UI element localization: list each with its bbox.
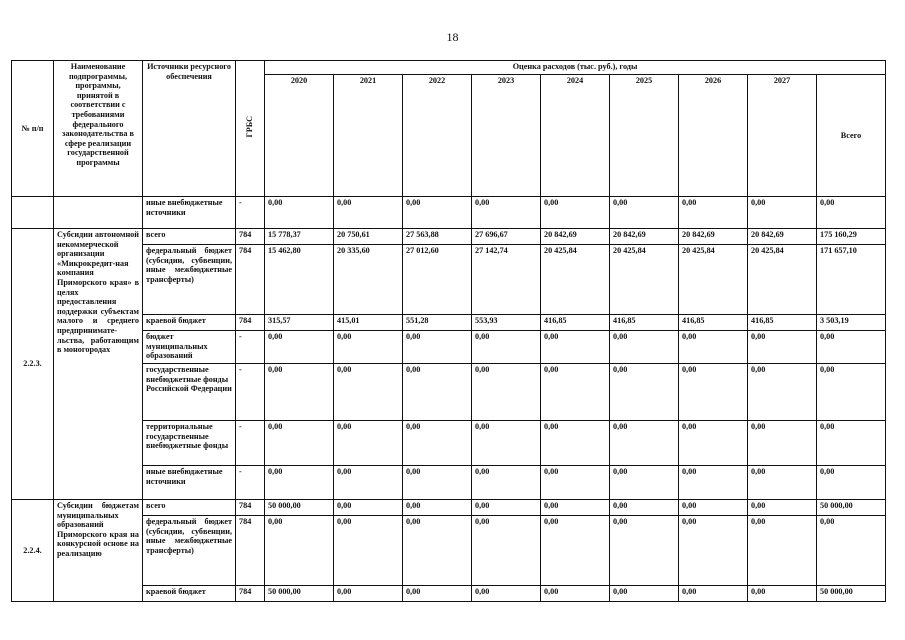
table-row: [12, 516, 886, 586]
cell-value: 0,00: [679, 500, 748, 516]
header-year: 2025: [610, 75, 679, 197]
cell-value: 0,00: [541, 364, 610, 421]
row-grbs: -: [236, 421, 265, 466]
row-source: краевой бюджет: [143, 315, 236, 331]
row-grbs: 784: [236, 245, 265, 315]
cell-value: 553,93: [472, 315, 541, 331]
table-row: [12, 331, 886, 364]
cell-value: 0,00: [679, 364, 748, 421]
cell-value: 0,00: [403, 421, 472, 466]
cell-value: 27 696,67: [472, 229, 541, 245]
cell-value: 416,85: [610, 315, 679, 331]
cell-value: 0,00: [472, 421, 541, 466]
header-year: 2026: [679, 75, 748, 197]
row-source: иные внебюджетные источники: [143, 466, 236, 500]
row-source: всего: [143, 229, 236, 245]
cell-value: 20 750,61: [334, 229, 403, 245]
cell-value: 0,00: [265, 516, 334, 586]
cell-value: 50 000,00: [265, 500, 334, 516]
table-row: [12, 229, 886, 245]
cell-value: 0,00: [610, 586, 679, 602]
cell-value: 0,00: [748, 421, 817, 466]
cell-value: 0,00: [610, 364, 679, 421]
header-grbs-text: ГРБС: [245, 116, 255, 138]
cell-value: 0,00: [472, 516, 541, 586]
cell-value: 0,00: [472, 197, 541, 229]
cell-value: 0,00: [265, 421, 334, 466]
row-grbs: -: [236, 331, 265, 364]
table-row: [12, 364, 886, 421]
table-row: [12, 315, 886, 331]
cell-value: 0,00: [334, 500, 403, 516]
cell-value: 0,00: [403, 586, 472, 602]
row-source: иные внебюджетные источники: [143, 197, 236, 229]
cell-value: 415,01: [334, 315, 403, 331]
cell-value: 0,00: [403, 331, 472, 364]
cell-value: 20 425,84: [679, 245, 748, 315]
cell-value: 27 563,88: [403, 229, 472, 245]
cell-total: 0,00: [817, 421, 886, 466]
cell-value: 0,00: [472, 500, 541, 516]
cell-value: 0,00: [679, 331, 748, 364]
cell-value: 416,85: [541, 315, 610, 331]
header-year: 2021: [334, 75, 403, 197]
header-year: 2022: [403, 75, 472, 197]
cell-value: 20 425,84: [748, 245, 817, 315]
cell-value: 0,00: [334, 421, 403, 466]
cell-value: 0,00: [679, 586, 748, 602]
cell-value: 0,00: [610, 197, 679, 229]
cell-value: 0,00: [679, 466, 748, 500]
cell-value: 0,00: [334, 586, 403, 602]
header-total: Всего: [817, 75, 886, 197]
cell-value: 0,00: [403, 500, 472, 516]
header-name: Наименование подпрограммы, программы, принятой в соответствии с требованиями федерального законодательства в сфере реализации государственной программы: [54, 61, 143, 197]
row-source: федеральный бюджет (субсидии, субвенции, иные межбюджетные трансферты): [143, 516, 236, 586]
cell-total: 0,00: [817, 466, 886, 500]
header-year: 2020: [265, 75, 334, 197]
row-source: краевой бюджет: [143, 586, 236, 602]
cell-value: 0,00: [541, 500, 610, 516]
cell-value: 27 012,60: [403, 245, 472, 315]
cell-value: 15 462,80: [265, 245, 334, 315]
cell-value: 0,00: [748, 466, 817, 500]
row-source: всего: [143, 500, 236, 516]
cell-value: 416,85: [748, 315, 817, 331]
row-grbs: -: [236, 466, 265, 500]
row-name: [54, 197, 143, 229]
table-row: [12, 466, 886, 500]
cell-value: 27 142,74: [472, 245, 541, 315]
header-num: № п/п: [12, 61, 54, 197]
cell-value: 0,00: [403, 197, 472, 229]
cell-value: 20 842,69: [610, 229, 679, 245]
cell-value: 20 842,69: [679, 229, 748, 245]
cell-value: 0,00: [265, 331, 334, 364]
cell-total: 175 160,29: [817, 229, 886, 245]
cell-total: 0,00: [817, 197, 886, 229]
cell-value: 0,00: [610, 500, 679, 516]
table-row: [12, 586, 886, 602]
cell-total: 50 000,00: [817, 586, 886, 602]
section-name: Субсидии автономной некоммерческой организации «Микрокредит-ная компания Приморского края» в целях предоставления поддержки субъектам малого и среднего предпринимате-льства, работающим в моногородах: [54, 229, 143, 500]
cell-value: 0,00: [541, 421, 610, 466]
section-num: 2.2.4.: [12, 500, 54, 602]
row-num: [12, 197, 54, 229]
cell-value: 416,85: [679, 315, 748, 331]
table-row: [12, 245, 886, 315]
header-source: Источники ресурсного обеспечения: [143, 61, 236, 197]
cell-value: 0,00: [472, 331, 541, 364]
row-grbs: -: [236, 364, 265, 421]
cell-value: 0,00: [679, 197, 748, 229]
budget-table: [11, 60, 886, 602]
header-year: 2024: [541, 75, 610, 197]
cell-value: 0,00: [748, 364, 817, 421]
cell-value: 0,00: [748, 516, 817, 586]
cell-value: 0,00: [748, 331, 817, 364]
row-grbs: 784: [236, 229, 265, 245]
cell-value: 0,00: [679, 516, 748, 586]
cell-value: 0,00: [610, 331, 679, 364]
cell-value: 0,00: [541, 466, 610, 500]
row-grbs: 784: [236, 315, 265, 331]
header-estimate: Оценка расходов (тыс. руб.), годы: [265, 61, 886, 75]
row-source: федеральный бюджет (субсидии, субвенции, иные межбюджетные трансферты): [143, 245, 236, 315]
cell-value: 0,00: [541, 516, 610, 586]
row-grbs: 784: [236, 586, 265, 602]
cell-value: 551,28: [403, 315, 472, 331]
cell-value: 0,00: [610, 466, 679, 500]
cell-value: 0,00: [265, 364, 334, 421]
cell-value: 0,00: [541, 331, 610, 364]
cell-value: 0,00: [541, 197, 610, 229]
cell-value: 0,00: [541, 586, 610, 602]
cell-total: 0,00: [817, 364, 886, 421]
cell-value: 0,00: [679, 421, 748, 466]
page-number: 18: [446, 30, 459, 44]
cell-value: 20 842,69: [541, 229, 610, 245]
row-source: бюджет муниципальных образований: [143, 331, 236, 364]
cell-value: 0,00: [748, 500, 817, 516]
cell-value: 20 842,69: [748, 229, 817, 245]
cell-value: 0,00: [472, 466, 541, 500]
cell-value: 0,00: [472, 586, 541, 602]
row-grbs: -: [236, 197, 265, 229]
cell-value: 0,00: [334, 516, 403, 586]
cell-value: 20 425,84: [541, 245, 610, 315]
cell-value: 0,00: [403, 364, 472, 421]
cell-value: 20 335,60: [334, 245, 403, 315]
cell-total: 0,00: [817, 331, 886, 364]
cell-value: 0,00: [403, 516, 472, 586]
table-row: [12, 197, 886, 229]
cell-total: 50 000,00: [817, 500, 886, 516]
cell-value: 315,57: [265, 315, 334, 331]
cell-value: 0,00: [748, 197, 817, 229]
cell-value: 0,00: [334, 364, 403, 421]
section-name: Субсидии бюджетам муниципальных образований Приморского края на конкурсной основе на реализацию: [54, 500, 143, 602]
cell-value: 0,00: [334, 197, 403, 229]
cell-value: 0,00: [265, 197, 334, 229]
cell-value: 15 778,37: [265, 229, 334, 245]
cell-value: 0,00: [748, 586, 817, 602]
cell-total: 3 503,19: [817, 315, 886, 331]
row-grbs: 784: [236, 516, 265, 586]
cell-value: 0,00: [472, 364, 541, 421]
table-row: [12, 500, 886, 516]
row-source: территориальные государственные внебюджетные фонды: [143, 421, 236, 466]
header-year: 2027: [748, 75, 817, 197]
cell-value: 0,00: [610, 516, 679, 586]
row-source: государственные внебюджетные фонды Российской Федерации: [143, 364, 236, 421]
row-grbs: 784: [236, 500, 265, 516]
cell-total: 171 657,10: [817, 245, 886, 315]
cell-value: 20 425,84: [610, 245, 679, 315]
cell-value: 0,00: [265, 466, 334, 500]
header-year: 2023: [472, 75, 541, 197]
cell-value: 0,00: [403, 466, 472, 500]
cell-value: 0,00: [334, 466, 403, 500]
section-num: 2.2.3.: [12, 229, 54, 500]
cell-total: 0,00: [817, 516, 886, 586]
cell-value: 50 000,00: [265, 586, 334, 602]
header-grbs: [236, 61, 265, 197]
cell-value: 0,00: [610, 421, 679, 466]
cell-value: 0,00: [334, 331, 403, 364]
table-row: [12, 421, 886, 466]
